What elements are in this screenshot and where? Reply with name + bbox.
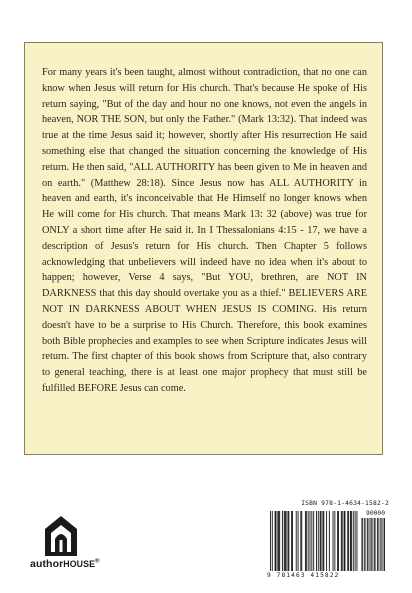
blurb-text: For many years it's been taught, almost without contradiction, that no one can know when Jesus will return for His church. That's because He spoke of His return saying, "But of the day and hour no one knows, not even the angels in heaven, NOR THE SON, but only the Father." (Mark 13:32). That indeed was true at the time Jesus said it; however, shortly after His resurrection He said something else that changed the situation concerning the knowledge of His return. He then said, "ALL AUTHORITY has been given to Me in heaven and on earth." (Matthew 28:18). Since Jesus now has ALL AUTHORITY in heaven and earth, it's inconceivable that He Himself no longer knows when He will come for His church. That means Mark 13: 32 (above) was true for ONLY a short time after He said it. In I Thessalonians 4:15 - 17, we have a description of Jesus's return for His church. Then Chapter 5 follows acknowledging that unbelievers will indeed have no idea when it's about to happen; however, Verse 4 says, "But YOU, brethren, are NOT IN DARKNESS that this day should overtake you as a thief." BELIEVERS ARE NOT IN DARKNESS ABOUT WHEN JESUS IS COMING. His return doesn't have to be a surprise to His Church. Therefore, this book examines both Bible prophecies and examples to see when Scripture indicates Jesus will return. The first chapter of this book shows from Scripture that, also contrary to general teaching, there is at least one major prophecy that must still be fulfilled BEFORE Jesus can come. bbox=[42, 67, 367, 394]
barcode-bar bbox=[272, 511, 273, 571]
barcode-bar bbox=[350, 511, 351, 571]
barcode-bar bbox=[277, 511, 278, 571]
addon-code: 90000 bbox=[366, 510, 385, 517]
barcode-digits: 9 781463 415822 bbox=[267, 572, 340, 579]
isbn-label: ISBN 978-1-4634-1582-2 bbox=[301, 500, 389, 507]
barcode-bar bbox=[284, 511, 285, 571]
barcode-bar bbox=[351, 511, 352, 571]
barcode-bar bbox=[296, 511, 297, 571]
barcode-bar bbox=[333, 511, 334, 571]
barcode-bar bbox=[338, 511, 339, 571]
barcode-bar bbox=[278, 511, 279, 571]
barcode-bar bbox=[320, 511, 321, 571]
barcode-bar bbox=[279, 511, 280, 571]
barcode-bar bbox=[275, 511, 276, 571]
registered-mark: ® bbox=[95, 558, 100, 565]
barcode-bar bbox=[291, 511, 292, 571]
barcode-bar bbox=[355, 511, 356, 571]
isbn-barcode bbox=[267, 500, 389, 586]
barcode-bar bbox=[356, 511, 357, 571]
barcode-bar bbox=[298, 511, 299, 571]
barcode-bar bbox=[310, 511, 311, 571]
barcode-bar bbox=[321, 511, 322, 571]
publisher-name-suffix: HOUSE bbox=[63, 559, 96, 569]
barcode-bar bbox=[322, 511, 323, 571]
barcode-bar bbox=[270, 511, 271, 571]
publisher-logo bbox=[30, 515, 122, 575]
barcode-bar bbox=[323, 511, 324, 571]
barcode-bar bbox=[285, 511, 286, 571]
house-book-icon bbox=[44, 515, 78, 557]
publisher-name-prefix: author bbox=[30, 558, 64, 570]
barcode-bar bbox=[313, 511, 314, 571]
barcode-bar bbox=[305, 511, 306, 571]
barcode-graphic bbox=[267, 509, 389, 571]
barcode-bar bbox=[345, 511, 346, 571]
barcode-bar bbox=[329, 511, 330, 571]
barcode-bar bbox=[282, 511, 283, 571]
barcode-bar bbox=[292, 511, 293, 571]
barcode-bar bbox=[301, 511, 302, 571]
barcode-bar bbox=[276, 511, 277, 571]
barcode-bar bbox=[306, 511, 307, 571]
barcode-bar bbox=[286, 511, 287, 571]
back-cover-blurb-panel bbox=[24, 42, 383, 455]
barcode-bar bbox=[337, 511, 338, 571]
barcode-bar bbox=[334, 511, 335, 571]
barcode-bar bbox=[353, 511, 354, 571]
barcode-bar bbox=[326, 511, 327, 571]
barcode-bar bbox=[318, 511, 319, 571]
barcode-bar bbox=[287, 511, 288, 571]
barcode-bar bbox=[342, 511, 343, 571]
barcode-bar bbox=[341, 511, 342, 571]
barcode-bar bbox=[344, 511, 345, 571]
barcode-bar bbox=[308, 511, 309, 571]
barcode-bar bbox=[316, 511, 317, 571]
barcode-bar bbox=[311, 511, 312, 571]
barcode-bar bbox=[348, 511, 349, 571]
barcode-bar bbox=[347, 511, 348, 571]
barcode-bar bbox=[288, 511, 289, 571]
publisher-wordmark bbox=[30, 558, 100, 570]
barcode-bar bbox=[300, 511, 301, 571]
